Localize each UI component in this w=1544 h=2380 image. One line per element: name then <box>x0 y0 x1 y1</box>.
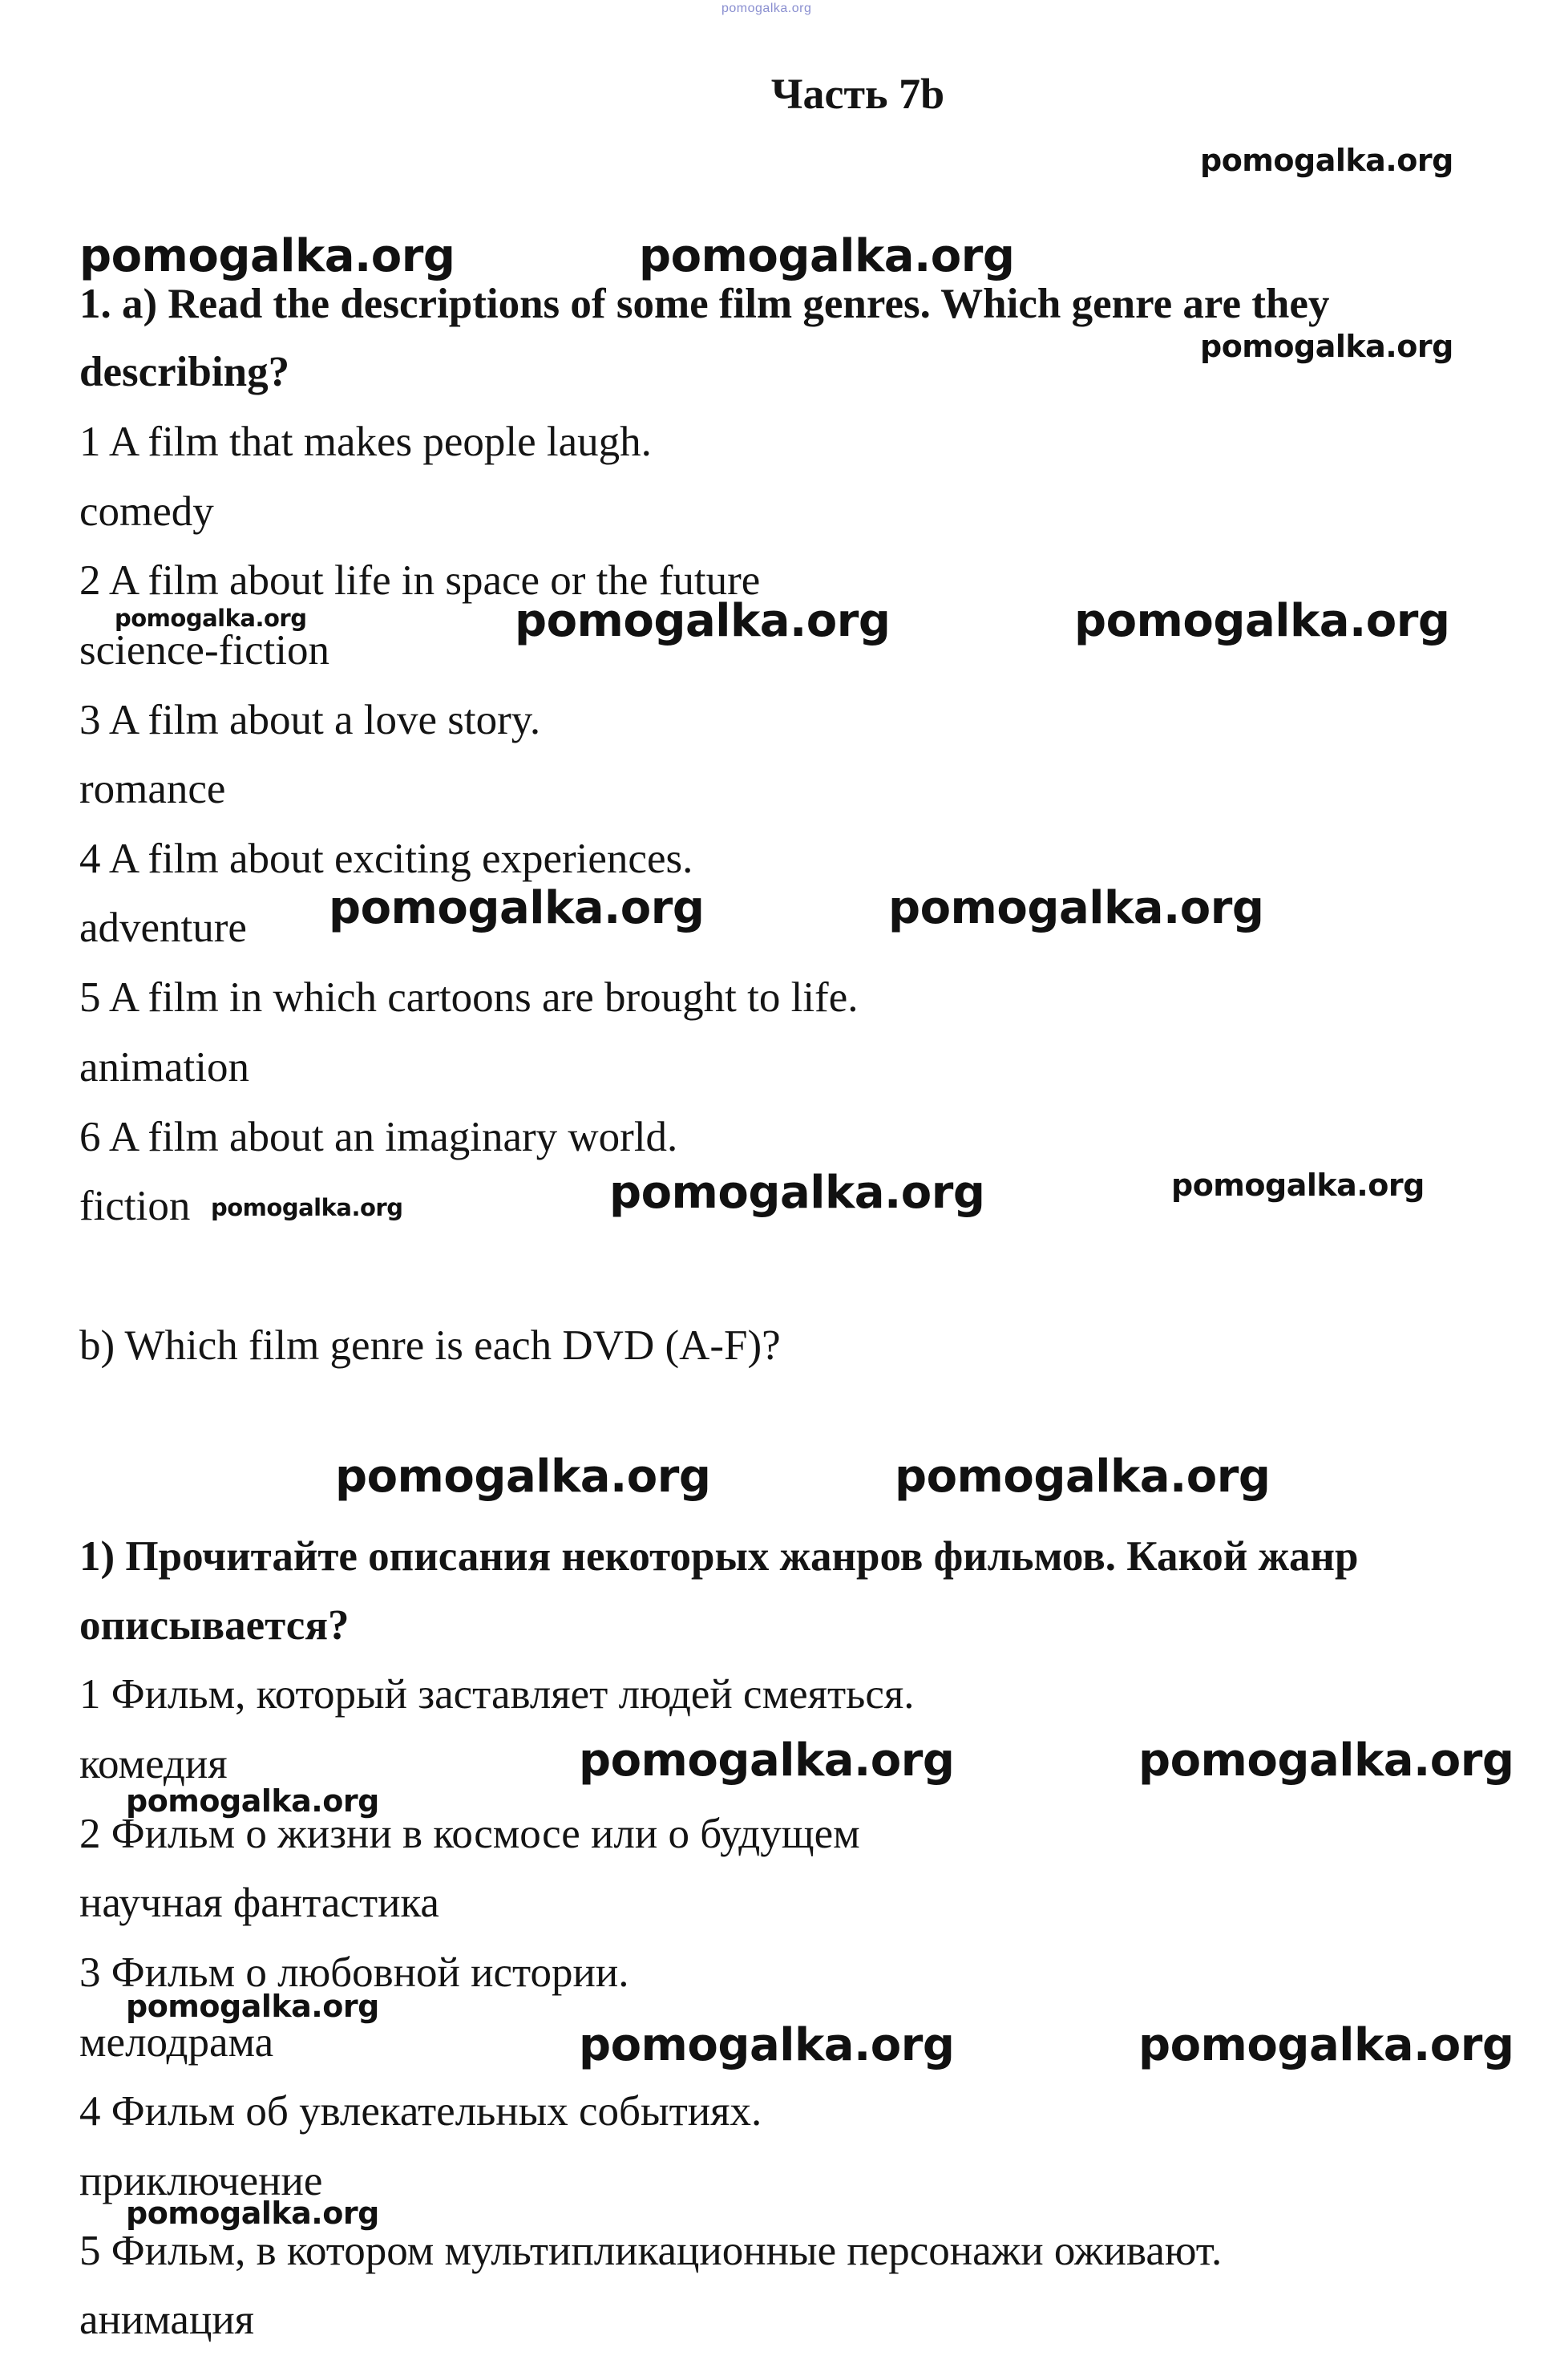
watermark: pomogalka.org <box>1074 595 1450 647</box>
watermark: pomogalka.org <box>126 1783 379 1819</box>
watermark: pomogalka.org <box>126 2196 379 2231</box>
genre-answer-ru: комедия <box>79 1741 228 1787</box>
genre-answer: animation <box>79 1044 249 1091</box>
genre-answer: fiction <box>79 1183 191 1229</box>
genre-description: 1 A film that makes people laugh. <box>79 419 652 465</box>
genre-description: 4 A film about exciting experiences. <box>79 836 693 882</box>
watermark: pomogalka.org <box>79 230 455 282</box>
task-b-question: b) Which film genre is each DVD (A-F)? <box>79 1322 781 1369</box>
watermark: pomogalka.org <box>1200 143 1453 178</box>
genre-answer-ru: анимация <box>79 2297 255 2343</box>
watermark: pomogalka.org <box>639 230 1015 282</box>
genre-description-ru: 1 Фильм, который заставляет людей смеяться. <box>79 1671 915 1718</box>
genre-description: 3 A film about a love story. <box>79 697 541 743</box>
russian-task-heading-line1: 1) Прочитайте описания некоторых жанров фильмов. Какой жанр <box>79 1533 1359 1580</box>
genre-description-ru: 4 Фильм об увлекательных событиях. <box>79 2088 762 2135</box>
genre-answer-ru: приключение <box>79 2158 323 2204</box>
genre-answer: romance <box>79 766 226 812</box>
watermark: pomogalka.org <box>609 1167 985 1219</box>
watermark: pomogalka.org <box>1200 329 1453 364</box>
watermark: pomogalka.org <box>211 1194 403 1221</box>
task-a-heading-line1: 1. a) Read the descriptions of some film genres. Which genre are they <box>79 281 1330 327</box>
genre-answer-ru: мелодрама <box>79 2019 274 2066</box>
watermark: pomogalka.org <box>1171 1168 1425 1203</box>
top-watermark: pomogalka.org <box>721 2 812 15</box>
watermark: pomogalka.org <box>515 595 891 647</box>
watermark: pomogalka.org <box>115 605 307 632</box>
genre-answer: comedy <box>79 488 214 535</box>
genre-description: 2 A film about life in space or the future <box>79 557 761 604</box>
genre-answer-ru: научная фантастика <box>79 1880 439 1926</box>
genre-description: 5 A film in which cartoons are brought to life. <box>79 974 859 1021</box>
genre-answer: science-fiction <box>79 627 329 674</box>
genre-description-ru: 3 Фильм о любовной истории. <box>79 1949 629 1996</box>
page-title: Часть 7b <box>770 70 945 118</box>
genre-description-ru: 5 Фильм, в котором мультипликационные персонажи оживают. <box>79 2228 1223 2274</box>
watermark: pomogalka.org <box>579 1734 955 1787</box>
watermark: pomogalka.org <box>579 2019 955 2071</box>
genre-answer: adventure <box>79 905 247 951</box>
russian-task-heading-line2: описывается? <box>79 1602 350 1649</box>
watermark: pomogalka.org <box>335 1451 711 1503</box>
watermark: pomogalka.org <box>329 882 705 934</box>
task-a-heading-line2: describing? <box>79 349 290 395</box>
genre-description-ru: 2 Фильм о жизни в космосе или о будущем <box>79 1811 860 1857</box>
watermark: pomogalka.org <box>895 1451 1271 1503</box>
watermark: pomogalka.org <box>888 882 1264 934</box>
watermark: pomogalka.org <box>1138 1734 1514 1787</box>
genre-description: 6 A film about an imaginary world. <box>79 1114 678 1160</box>
watermark: pomogalka.org <box>126 1989 379 2024</box>
watermark: pomogalka.org <box>1138 2019 1514 2071</box>
